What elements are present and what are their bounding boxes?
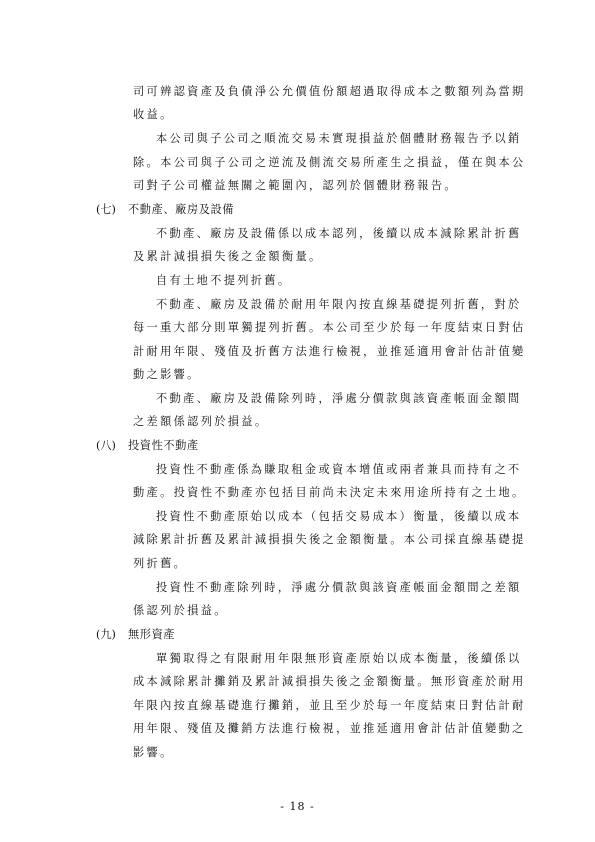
text-line: 係認列於損益。	[133, 604, 228, 617]
text-line: 不動產、廠房及設備於耐用年限內按直線基礎提列折舊，對於	[156, 298, 522, 311]
text-line: 及累計減損損失後之金額衡量。	[133, 250, 323, 263]
text-line: 投資性不動產係為賺取租金或資本增值或兩者兼具而持有之不	[156, 463, 522, 476]
text-line: 不動產、廠房及設備係以成本認列，後續以成本減除累計折舊	[156, 227, 522, 240]
text-line: 列折舊。	[133, 557, 188, 570]
text-line: 減除累計折舊及累計減損損失後之金額衡量。本公司採直線基礎提	[133, 533, 526, 546]
text-line: 收益。	[133, 108, 174, 121]
text-line: 司可辨認資產及負債淨公允價值份額超過取得成本之數額列為當期	[133, 85, 526, 98]
text-line: 不動產、廠房及設備除列時，淨處分價款與該資產帳面金額間	[156, 392, 522, 405]
text-line: 本公司與子公司之順流交易未實現損益於個體財務報告予以銷	[156, 132, 522, 145]
section-heading: 無形資產	[128, 628, 176, 641]
text-line: 單獨取得之有限耐用年限無形資產原始以成本衡量，後續係以	[156, 652, 522, 665]
text-line: 每一重大部分則單獨提列折舊。本公司至少於每一年度結束日對估	[133, 321, 526, 334]
text-line: 投資性不動產原始以成本（包括交易成本）衡量，後續以成本	[156, 510, 522, 523]
text-line: 除。本公司與子公司之逆流及側流交易所產生之損益，僅在與本公	[133, 156, 526, 169]
section-heading: 不動產、廠房及設備	[128, 203, 235, 216]
section-heading: 投資性不動產	[128, 439, 199, 452]
page-number: - 18 -	[280, 800, 315, 813]
text-line: 之差額係認列於損益。	[133, 415, 269, 428]
text-line: 自有土地不提列折舊。	[156, 274, 292, 287]
text-line: 動之影響。	[133, 368, 201, 381]
text-line: 計耐用年限、殘值及折舊方法進行檢視，並推延適用會計估計值變	[133, 345, 526, 358]
text-line: 投資性不動產除列時，淨處分價款與該資產帳面金額間之差額	[156, 581, 522, 594]
text-line: 司對子公司權益無關之範圍內，認列於個體財務報告。	[133, 179, 458, 192]
text-line: 年限內按直線基礎進行攤銷，並且至少於每一年度結束日對估計耐	[133, 699, 526, 712]
section-number: (九)	[96, 628, 116, 641]
text-line: 成本減除累計攤銷及累計減損損失後之金額衡量。無形資產於耐用	[133, 675, 526, 688]
text-line: 影響。	[133, 746, 174, 759]
section-number: (七)	[96, 203, 116, 216]
text-line: 用年限、殘值及攤銷方法進行檢視，並推延適用會計估計值變動之	[133, 722, 526, 735]
section-number: (八)	[96, 439, 116, 452]
text-line: 動產。投資性不動產亦包括目前尚未決定未來用途所持有之土地。	[133, 486, 526, 499]
